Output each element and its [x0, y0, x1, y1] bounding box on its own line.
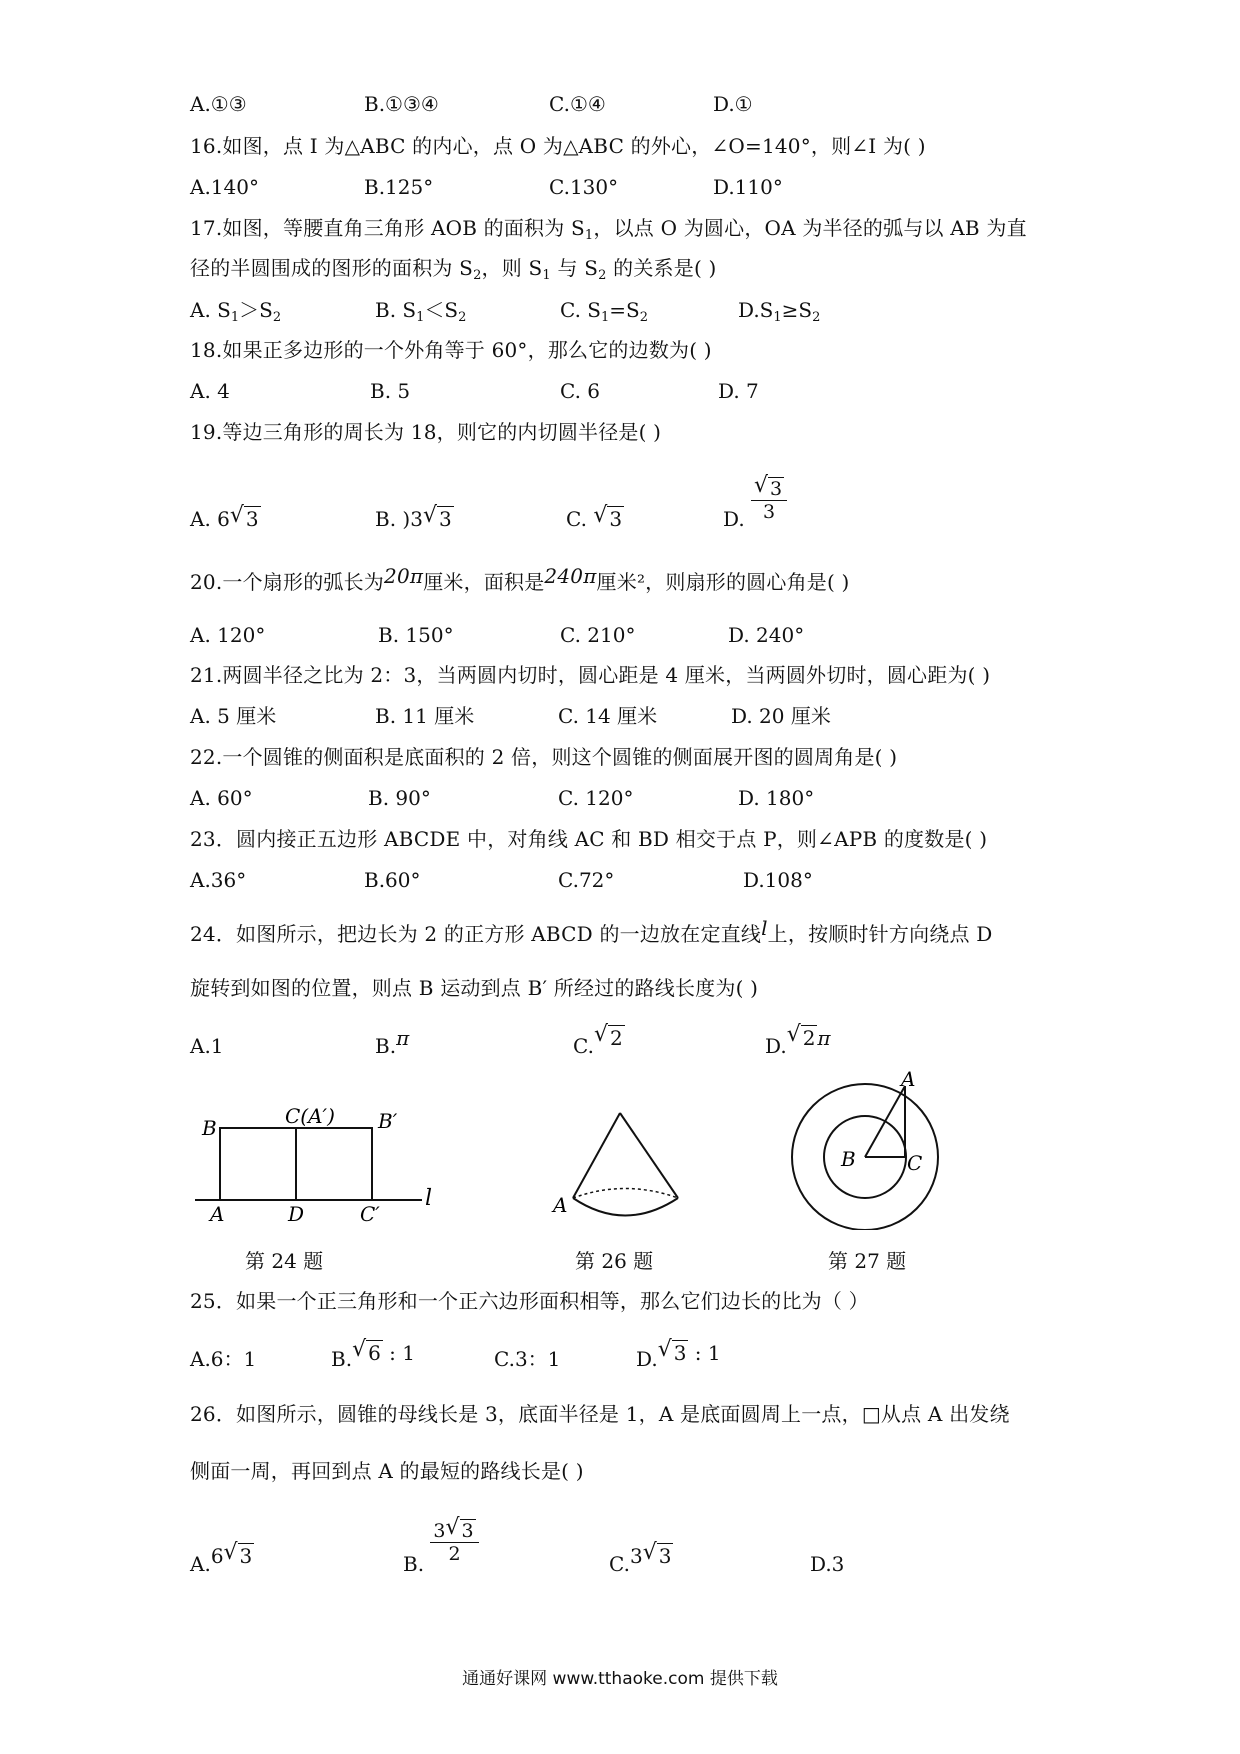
q15-option-d: D.①: [713, 92, 753, 116]
option-text: B. S: [375, 298, 417, 322]
figure-24-caption: 第 24 题: [245, 1249, 324, 1273]
ratio-suffix: : 1: [382, 1341, 415, 1365]
q25-option-c: C.3：1: [494, 1347, 561, 1371]
option-label: D.: [723, 507, 752, 531]
q21-option-b: B. 11 厘米: [375, 704, 475, 728]
q26-option-b: [403, 1520, 479, 1578]
q24-stem-part: 上，按顺时针方向绕点 D: [767, 922, 993, 946]
q18-stem: 18.如果正多边形的一个外角等于 60°，那么它的边数为( ): [190, 338, 712, 362]
sqrt: [754, 478, 784, 500]
option-label: C.: [573, 1034, 594, 1058]
label-a: A: [901, 1070, 916, 1091]
q24-line-symbol: l: [761, 916, 768, 940]
q20-stem-part: 厘米，面积是: [423, 570, 545, 594]
option-label: D.: [765, 1034, 787, 1058]
q25-stem: 25．如果一个正三角形和一个正六边形面积相等，那么它们边长的比为（ ）: [190, 1289, 869, 1313]
label-b-prime: B′: [378, 1109, 398, 1133]
q17-stem-line2: [190, 254, 717, 290]
subscript: 2: [458, 310, 467, 325]
option-text: ＞S: [239, 298, 273, 322]
q16-option-b: B.125°: [364, 175, 434, 199]
q20-option-b: B. 150°: [378, 623, 454, 647]
option-text: ≥S: [781, 298, 813, 322]
pi-symbol: π: [396, 1026, 410, 1050]
fraction: [430, 1520, 478, 1565]
q15-option-a: A.①③: [190, 92, 247, 116]
denominator: 3: [763, 501, 776, 523]
radicand: 3: [239, 1544, 253, 1568]
q26-option-c: [609, 1544, 673, 1578]
q19-stem: 19.等边三角形的周长为 18，则它的内切圆半径是( ): [190, 420, 662, 444]
option-label: C.: [566, 507, 594, 531]
q20-stem: [190, 564, 850, 596]
q23-option-b: B.60°: [364, 868, 421, 892]
radicand: 6: [368, 1341, 381, 1365]
q24-stem-line2: 旋转到如图的位置，则点 B 运动到点 B′ 所经过的路线长度为( ): [190, 976, 759, 1000]
radicand: 3: [658, 1544, 672, 1568]
cone-base-front: [573, 1198, 678, 1216]
q16-option-c: C.130°: [549, 175, 619, 199]
radicand: 3: [770, 478, 783, 500]
q18-option-a: A. 4: [190, 379, 230, 403]
figure-27-concentric-circles: [785, 1070, 945, 1230]
subscript: 1: [601, 310, 610, 325]
radicand: 3: [245, 507, 259, 531]
q24-option-d: [765, 1026, 831, 1060]
radicand: 3: [673, 1341, 687, 1365]
figure-26-caption: 第 26 题: [575, 1249, 654, 1273]
figure-26-cone: [545, 1105, 695, 1225]
subscript: 2: [639, 310, 649, 325]
q21-option-d: D. 20 厘米: [731, 704, 831, 728]
q20-area-value: 240π: [544, 564, 597, 588]
radicand: 3: [461, 1520, 474, 1542]
figure-24-squares: [180, 1095, 450, 1225]
q15-option-b: B.①③④: [364, 92, 439, 116]
q24-stem-line1: [190, 916, 993, 948]
q19-option-c: [566, 505, 624, 533]
sqrt: [446, 1520, 476, 1542]
subscript: 2: [812, 310, 821, 325]
q15-option-c: C.①④: [549, 92, 606, 116]
option-label: B.: [403, 1552, 431, 1576]
q20-option-d: D. 240°: [728, 623, 805, 647]
subscript: 1: [584, 228, 594, 243]
q16-option-a: A.140°: [190, 175, 259, 199]
q22-option-b: B. 90°: [368, 786, 431, 810]
q19-option-b: [375, 505, 454, 533]
subscript: 2: [272, 310, 282, 325]
q17-stem-part: 的关系是( ): [606, 256, 717, 280]
option-text: =S: [609, 298, 640, 322]
option-label: D.: [636, 1347, 658, 1371]
q24-stem-part: 24．如图所示，把边长为 2 的正方形 ABCD 的一边放在定直线: [190, 922, 762, 946]
q25-option-b: [331, 1341, 415, 1373]
q24-option-b: [375, 1026, 410, 1060]
label-a: A: [210, 1202, 225, 1225]
q20-arc-value: 20π: [384, 564, 424, 588]
q21-option-a: A. 5 厘米: [190, 704, 277, 728]
q17-option-a: [190, 296, 281, 332]
q19-option-a: [190, 505, 261, 533]
q17-stem-part: 径的半圆围成的图形的面积为 S: [190, 256, 474, 280]
subscript: 1: [416, 310, 425, 325]
radicand: 3: [438, 507, 452, 531]
q17-stem-part: ，以点 O 为圆心，OA 为半径的弧与以 AB 为直: [593, 216, 1027, 240]
q20-option-a: A. 120°: [190, 623, 266, 647]
q21-option-c: C. 14 厘米: [558, 704, 658, 728]
option-text: A. S: [190, 298, 231, 322]
subscript: 1: [542, 268, 551, 283]
sqrt: [224, 1542, 255, 1570]
q25-option-a: A.6：1: [190, 1347, 257, 1371]
q20-option-c: C. 210°: [560, 623, 636, 647]
figure-27-caption: 第 27 题: [828, 1249, 907, 1273]
q26-stem-line2: 侧面一周，再回到点 A 的最短的路线长是( ): [190, 1459, 584, 1483]
ratio-suffix: : 1: [688, 1341, 721, 1365]
denominator: 2: [448, 1543, 461, 1565]
sqrt: [594, 1024, 625, 1052]
option-label: C.: [609, 1552, 630, 1576]
q17-stem-part: ，则 S: [481, 256, 543, 280]
q21-stem: 21.两圆半径之比为 2：3，当两圆内切时，圆心距是 4 厘米，当两圆外切时，圆心距为( ): [190, 663, 991, 687]
q17-stem-part: 与 S: [550, 256, 599, 280]
coefficient: 3: [629, 1544, 643, 1568]
q22-option-a: A. 60°: [190, 786, 253, 810]
fraction: [751, 478, 787, 523]
cone-slant-left: [573, 1113, 620, 1198]
pi-symbol: π: [817, 1026, 831, 1050]
label-l: l: [425, 1186, 433, 1211]
q23-option-d: D.108°: [743, 868, 813, 892]
option-text: C. S: [560, 298, 602, 322]
sqrt: [352, 1339, 383, 1367]
radicand: 2: [609, 1026, 623, 1050]
q26-option-d: D.3: [810, 1552, 845, 1576]
q18-option-d: D. 7: [718, 379, 759, 403]
q19-option-d: [723, 478, 787, 533]
subscript: 1: [230, 310, 240, 325]
subscript: 2: [598, 268, 607, 283]
sqrt: [230, 505, 261, 533]
option-label: A. 6: [190, 507, 230, 531]
q23-option-a: A.36°: [190, 868, 247, 892]
label-c-prime: C′: [360, 1202, 380, 1225]
radicand: 3: [609, 507, 623, 531]
square-abcd: [220, 1128, 296, 1200]
q25-option-d: [636, 1341, 721, 1373]
cone-base-back: [573, 1189, 678, 1199]
square-rotated: [296, 1128, 372, 1200]
subscript: 1: [773, 310, 782, 325]
label-c-a-prime: C(A′): [285, 1104, 335, 1128]
q24-option-a: A.1: [190, 1034, 224, 1058]
option-label: A.: [190, 1552, 211, 1576]
cone-slant-right: [620, 1113, 678, 1198]
q20-stem-part: 厘米²，则扇形的圆心角是( ): [596, 570, 850, 594]
subscript: 2: [473, 268, 482, 283]
sqrt: [787, 1024, 818, 1052]
q17-option-c: [560, 296, 648, 332]
sqrt: [593, 505, 624, 533]
option-label: B.: [375, 1034, 397, 1058]
option-label: B.: [331, 1347, 353, 1371]
label-a: A: [553, 1193, 568, 1217]
q20-stem-part: 20.一个扇形的弧长为: [190, 570, 385, 594]
coefficient: 6: [210, 1544, 224, 1568]
q23-stem: 23．圆内接正五边形 ABCDE 中，对角线 AC 和 BD 相交于点 P，则∠APB 的度数是( ): [190, 827, 988, 851]
label-d: D: [288, 1202, 305, 1225]
page-footer: 通通好课网 www.tthaoke.com 提供下载: [462, 1669, 778, 1689]
radicand: 2: [802, 1026, 816, 1050]
label-b: B: [202, 1116, 217, 1140]
label-b: B: [841, 1147, 856, 1171]
q24-option-c: [573, 1026, 625, 1060]
sqrt: [643, 1542, 674, 1570]
q18-option-b: B. 5: [370, 379, 411, 403]
q18-option-c: C. 6: [560, 379, 601, 403]
option-label: B. )3: [375, 507, 423, 531]
sqrt: [658, 1339, 689, 1367]
q17-option-b: [375, 296, 466, 332]
q22-option-c: C. 120°: [558, 786, 634, 810]
q17-stem-line1: [190, 214, 1027, 250]
option-text: ＜S: [424, 298, 459, 322]
q26-stem-line1: 26．如图所示，圆锥的母线长是 3，底面半径是 1，A 是底面圆周上一点，□从点 A 出发绕: [190, 1402, 1010, 1426]
option-text: D.S: [738, 298, 774, 322]
coefficient: 3: [433, 1520, 446, 1542]
q26-option-a: [190, 1544, 254, 1578]
q17-option-d: [738, 296, 820, 332]
q16-option-d: D.110°: [713, 175, 783, 199]
q16-stem: 16.如图，点 I 为△ABC 的内心，点 O 为△ABC 的外心，∠O=140°，则∠I 为( ): [190, 134, 926, 158]
q23-option-c: C.72°: [558, 868, 615, 892]
segment-ba: [865, 1086, 905, 1157]
q17-stem-part: 17.如图，等腰直角三角形 AOB 的面积为 S: [190, 216, 585, 240]
q22-stem: 22.一个圆锥的侧面积是底面积的 2 倍，则这个圆锥的侧面展开图的圆周角是( ): [190, 745, 898, 769]
q22-option-d: D. 180°: [738, 786, 815, 810]
sqrt: [423, 505, 454, 533]
label-c: C: [907, 1151, 923, 1175]
